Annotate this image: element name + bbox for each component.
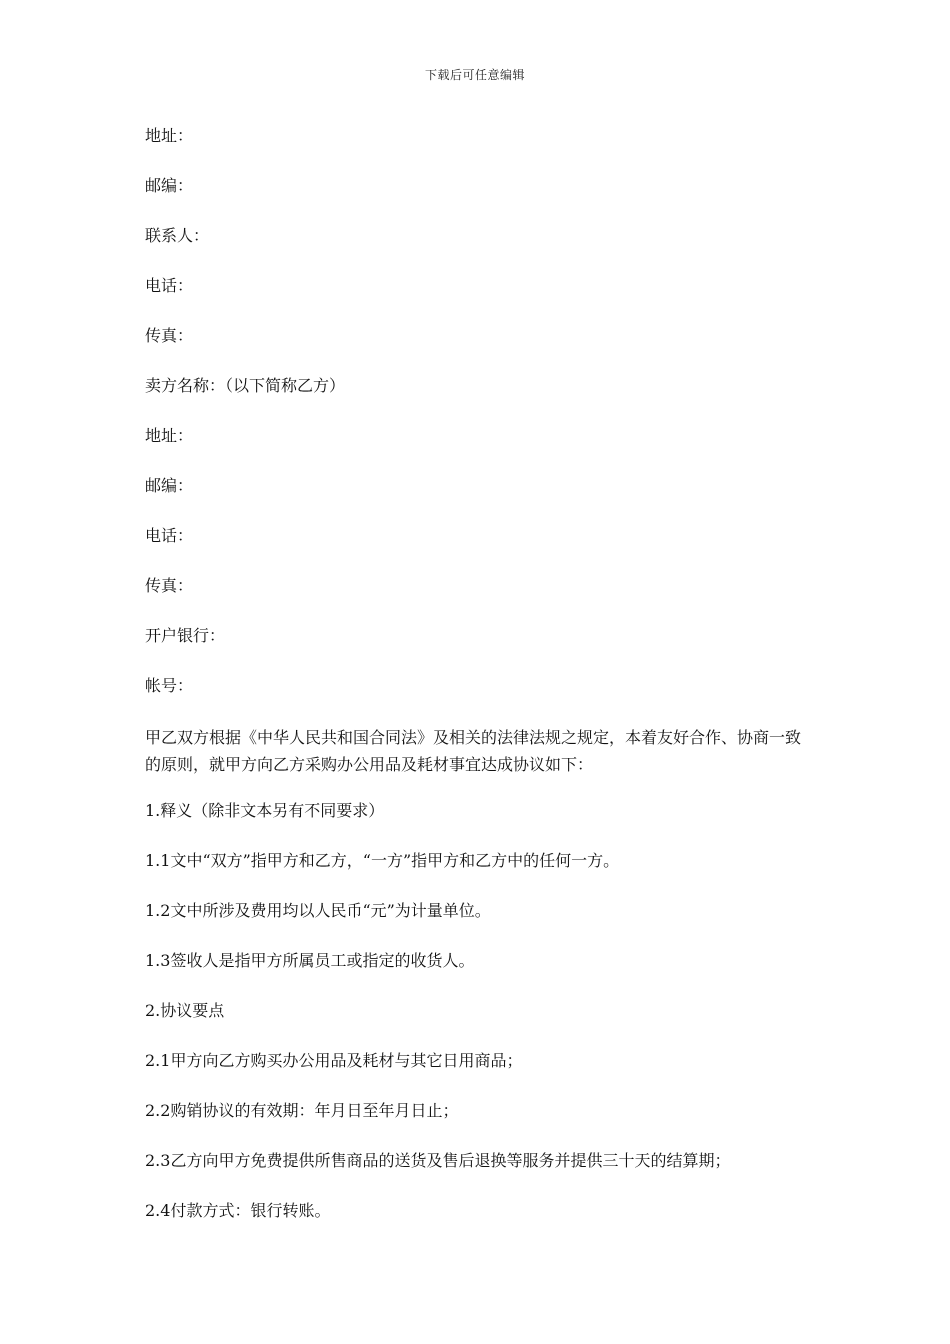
seller-fax-label: 传真： bbox=[145, 576, 194, 595]
clause-2-2: 2.2购销协议的有效期：年月日至年月日止； bbox=[145, 1101, 459, 1120]
clause-2-3: 2.3乙方向甲方免费提供所售商品的送货及售后退换等服务并提供三十天的结算期； bbox=[145, 1151, 731, 1170]
clause-2-1: 2.1甲方向乙方购买办公用品及耗材与其它日用商品； bbox=[145, 1051, 523, 1070]
clause-2-4: 2.4付款方式：银行转账。 bbox=[145, 1201, 331, 1220]
seller-address-label: 地址： bbox=[145, 426, 194, 445]
seller-name-label: 卖方名称：（以下简称乙方） bbox=[145, 376, 346, 395]
agreement-intro: 甲乙双方根据《中华人民共和国合同法》及相关的法律法规之规定，本着友好合作、协商一致的原则，就甲方向乙方采购办公用品及耗材事宜达成协议如下： bbox=[145, 728, 802, 774]
clause-1-3: 1.3签收人是指甲方所属员工或指定的收货人。 bbox=[145, 951, 475, 970]
document-body bbox=[145, 124, 805, 1249]
section-heading: 1.释义（除非文本另有不同要求） bbox=[145, 801, 385, 820]
seller-phone-label: 电话： bbox=[145, 526, 194, 545]
seller-bank-label: 开户银行： bbox=[145, 626, 226, 645]
seller-postcode-label: 邮编： bbox=[145, 476, 194, 495]
clause-1-1: 1.1文中“双方”指甲方和乙方，“一方”指甲方和乙方中的任何一方。 bbox=[145, 851, 620, 870]
buyer-contact-label: 联系人： bbox=[145, 226, 210, 245]
page-header-note: 下载后可任意编辑 bbox=[424, 68, 525, 82]
buyer-fax-label: 传真： bbox=[145, 326, 194, 345]
section-heading: 2.协议要点 bbox=[145, 1001, 225, 1020]
buyer-address-label: 地址： bbox=[145, 126, 194, 145]
clause-1-2: 1.2文中所涉及费用均以人民币“元”为计量单位。 bbox=[145, 901, 491, 920]
buyer-postcode-label: 邮编： bbox=[145, 176, 194, 195]
buyer-phone-label: 电话： bbox=[145, 276, 194, 295]
seller-account-label: 帐号： bbox=[145, 676, 194, 695]
